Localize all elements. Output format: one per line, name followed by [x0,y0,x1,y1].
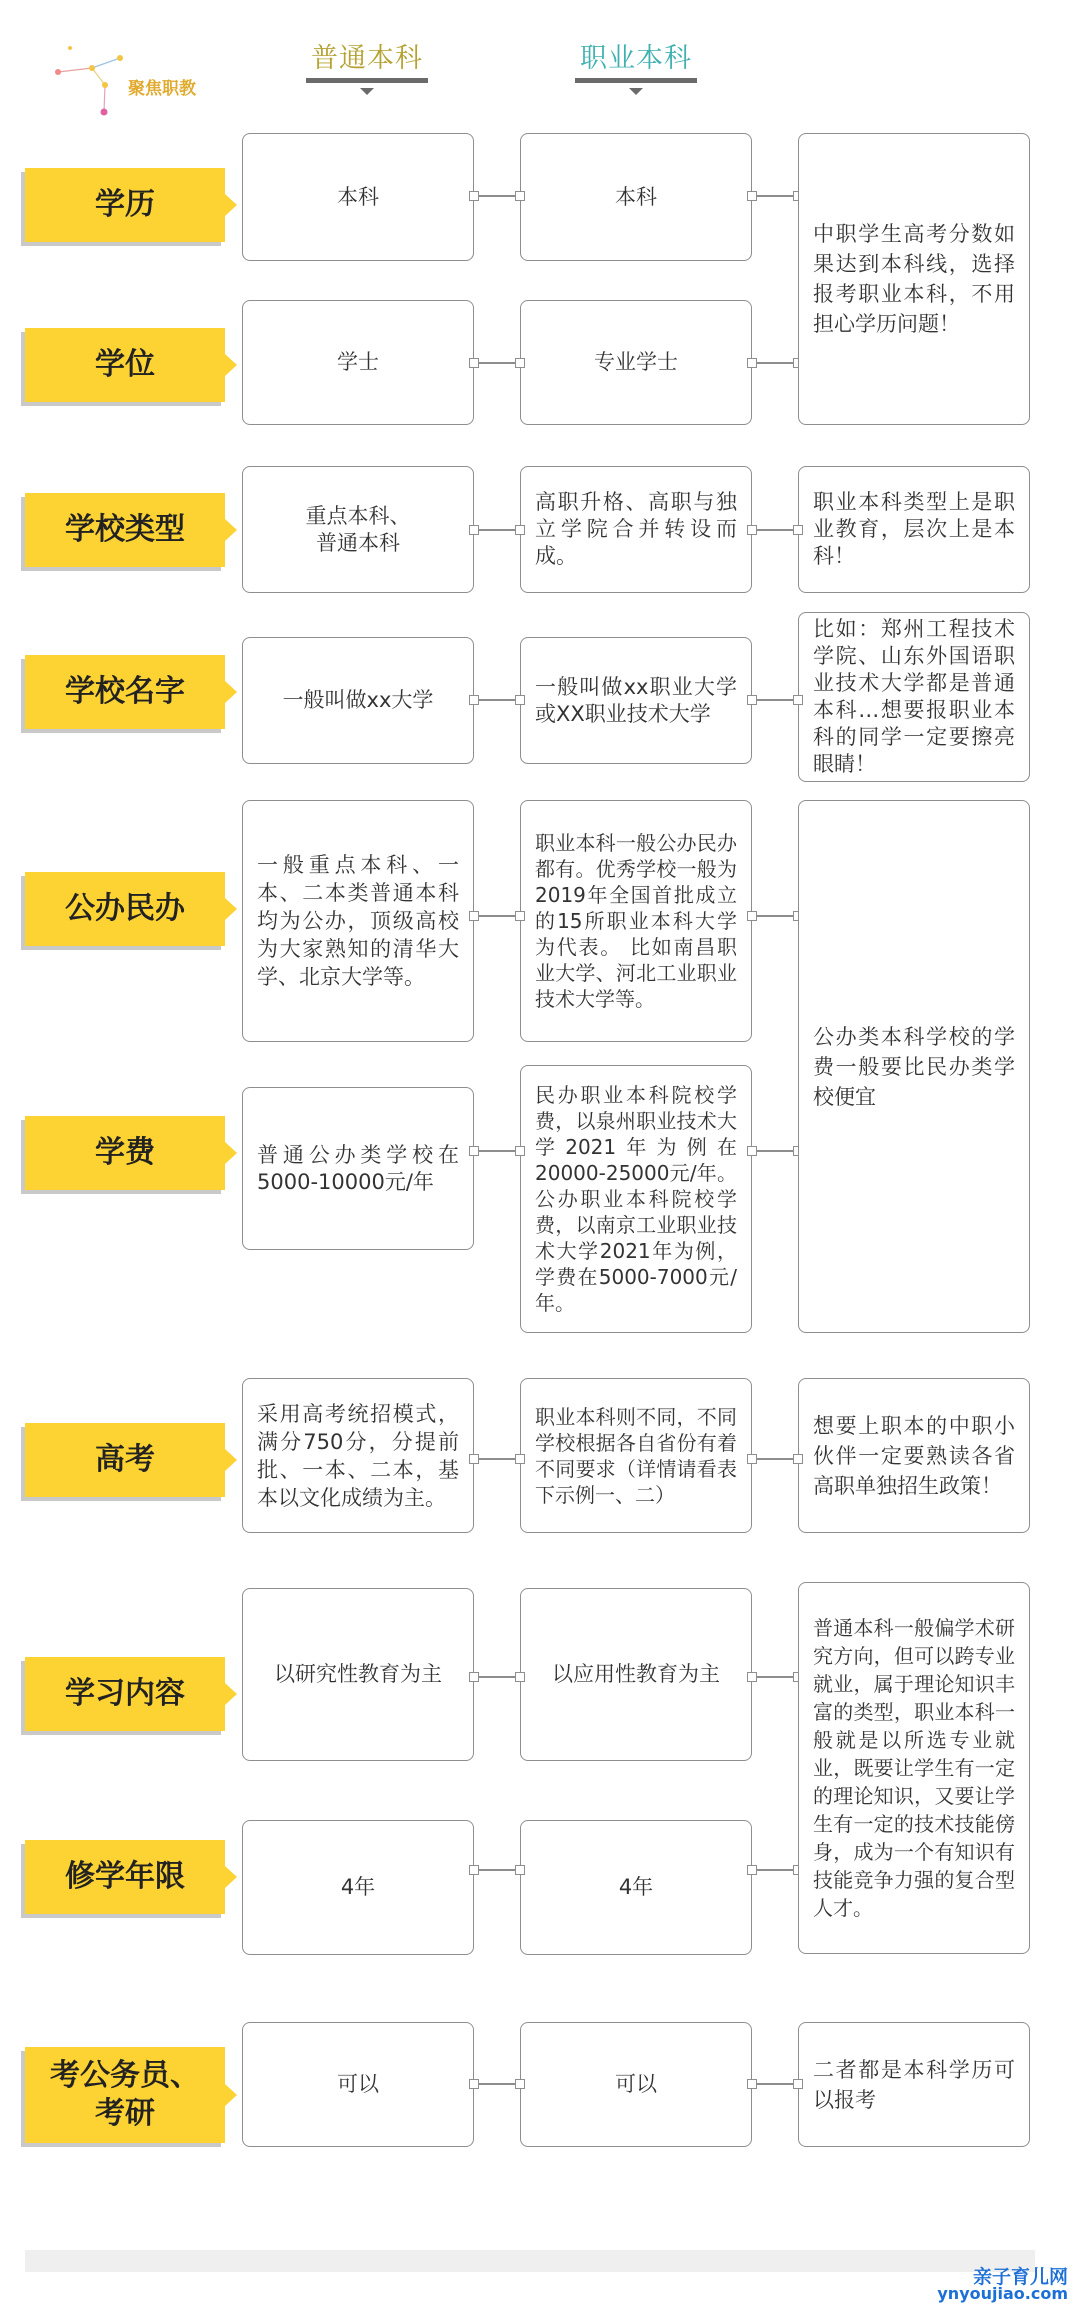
vocational-nianxian-box: 4年 [520,1820,752,1955]
column-header-general [306,36,428,75]
category-xuewei: 学位 [25,328,225,402]
vocational-mingzi-box: 一般叫做xx职业大学或XX职业技术大学 [520,637,752,764]
logo-text: 聚焦职教 [128,79,196,99]
general-leixing-box: 重点本科、 普通本科 [242,466,474,593]
category-neirong: 学习内容 [25,1657,225,1731]
logo-star-graphic [50,40,130,120]
category-gaokao: 高考 [25,1423,225,1497]
column-title-general: 普通本科 [311,43,423,74]
down-arrow-icon [360,88,374,95]
category-kaogong: 考公务员、 考研 [25,2047,225,2143]
category-mingzi: 学校名字 [25,655,225,729]
column-title-vocational: 职业本科 [580,43,692,74]
vocational-xueli-box: 本科 [520,133,752,261]
general-nianxian-box: 4年 [242,1820,474,1955]
category-xueli: 学历 [25,168,225,242]
category-gongban: 公办民办 [25,872,225,946]
vocational-neirong-box: 以应用性教育为主 [520,1588,752,1761]
general-mingzi-box: 一般叫做xx大学 [242,637,474,764]
general-gongban-box: 一般重点本科、一本、二本类普通本科均为公办，顶级高校为大家熟知的清华大学、北京大学等。 [242,800,474,1042]
vocational-gongban-box: 职业本科一般公办民办都有。优秀学校一般为2019年全国首批成立的15所职业本科大学为代表。 比如南昌职业大学、河北工业职业技术大学等。 [520,800,752,1042]
category-nianxian: 修学年限 [25,1840,225,1914]
general-xuewei-box: 学士 [242,300,474,425]
general-kaogong-box: 可以 [242,2022,474,2147]
column-header-vocational [575,36,697,75]
note-neirong-nianxian: 普通本科一般偏学术研究方向，但可以跨专业就业，属于理论知识丰富的类型，职业本科一般就是以所选专业就业，既要让学生有一定的理论知识，又要让学生有一定的技术技能傍身，成为一个有知识有技能竞争力强的复合型人才。 [798,1582,1030,1954]
general-neirong-box: 以研究性教育为主 [242,1588,474,1761]
vocational-gaokao-box: 职业本科则不同，不同学校根据各自省份有着不同要求（详情请看表下示例一、二） [520,1378,752,1533]
general-xueli-box: 本科 [242,133,474,261]
vocational-xuefei-box: 民办职业本科院校学费，以泉州职业技术大学2021年为例在20000-25000元/年。公办职业本科院校学费，以南京工业职业技术大学2021年为例，学费在5000-7000元/年。 [520,1065,752,1333]
note-leixing: 职业本科类型上是职业教育，层次上是本科！ [798,466,1030,593]
note-kaogong: 二者都是本科学历可以报考 [798,2022,1030,2147]
note-gongban-xuefei: 公办类本科学校的学费一般要比民办类学校便宜 [798,800,1030,1333]
note-mingzi: 比如：郑州工程技术学院、山东外国语职业技术大学都是普通本科…想要报职业本科的同学一定要擦亮眼睛！ [798,612,1030,782]
category-leixing: 学校类型 [25,493,225,567]
vocational-leixing-box: 高职升格、高职与独立学院合并转设而成。 [520,466,752,593]
general-gaokao-box: 采用高考统招模式，满分750分，分提前批、一本、二本，基本以文化成绩为主。 [242,1378,474,1533]
watermark-site-name: 亲子育儿网 [972,2266,1068,2288]
note-xueli-xuewei: 中职学生高考分数如果达到本科线，选择报考职业本科，不用担心学历问题！ [798,133,1030,425]
note-gaokao: 想要上职本的中职小伙伴一定要熟读各省高职单独招生政策！ [798,1378,1030,1533]
down-arrow-icon [629,88,643,95]
category-xuefei: 学费 [25,1116,225,1190]
vocational-xuewei-box: 专业学士 [520,300,752,425]
general-xuefei-box: 普通公办类学校在5000-10000元/年 [242,1087,474,1250]
vocational-kaogong-box: 可以 [520,2022,752,2147]
footer-bar [25,2250,1035,2272]
watermark-url: ynyoujiao.com [937,2284,1068,2303]
